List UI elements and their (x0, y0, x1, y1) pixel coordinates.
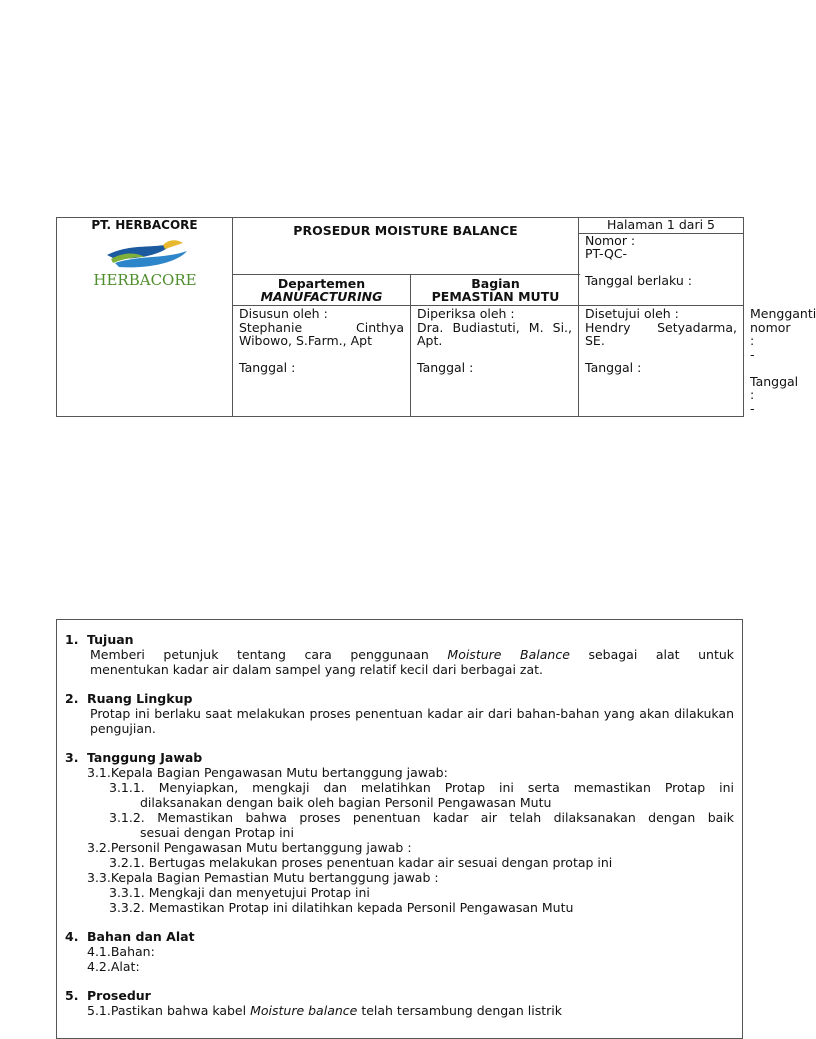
disusun-label: Disusun oleh : (239, 306, 328, 321)
logo-text: HERBACORE (92, 270, 197, 289)
procedure-content (56, 619, 743, 1039)
department-label: Departemen (277, 276, 366, 291)
page-number: Halaman 1 dari 5 (579, 218, 743, 234)
department-row (233, 274, 579, 305)
item-3-2-1: 3.2.1. Bertugas melakukan proses penentuan kadar air sesuai dengan protap ini (109, 855, 613, 870)
disusun-name-line1: Stephanie Cinthya (239, 319, 404, 335)
tanggal-berlaku-label: Tanggal berlaku : (585, 273, 692, 288)
section-2-text: Protap ini berlaku saat melakukan proses penentuan kadar air dari bahan-bahan yang akan dilakukan pengujian. (90, 706, 734, 736)
item-3-1-1: 3.1.1. Menyiapkan, mengkaji dan melatihkan Protap ini serta memastikan Protap ini dilaksanakan dengan baik oleh bagian Personil Pengawasan Mutu (109, 780, 734, 810)
item-5-1: 5.1.Pastikan bahwa kabel Moisture balance telah tersambung dengan listrik (87, 1003, 562, 1018)
item-4-1: 4.1.Bahan: (87, 944, 155, 959)
section-2-title: 2. Ruang Lingkup (65, 691, 193, 706)
company-cell (57, 218, 233, 417)
section-1-line1: Memberi petunjuk tentang cara penggunaan Moisture Balance sebagai alat untuk (90, 647, 735, 662)
disusun-cell (233, 306, 411, 417)
section-4-title: 4. Bahan dan Alat (65, 929, 195, 944)
diperiksa-name-line2: Apt. (417, 333, 443, 348)
disetujui-tanggal: Tanggal : (585, 360, 642, 375)
page-cell (579, 218, 744, 306)
bagian-value: PEMASTIAN MUTU (431, 289, 560, 304)
disetujui-cell (579, 306, 744, 417)
item-3-2: 3.2.Personil Pengawasan Mutu bertanggung jawab : (87, 840, 412, 855)
diperiksa-name-line1: Dra. Budiastuti, M. Si., (417, 319, 572, 335)
nomor-label: Nomor : (585, 232, 636, 248)
item-3-3-1: 3.3.1. Mengkaji dan menyetujui Protap ini (109, 885, 370, 900)
department-cell (233, 274, 410, 305)
document-title: PROSEDUR MOISTURE BALANCE (233, 218, 579, 306)
section-1-line2: menentukan kadar air dalam sampel yang relatif kecil dari berbagai zat. (90, 662, 544, 677)
disetujui-label: Disetujui oleh : (585, 306, 679, 321)
disusun-name-line2: Wibowo, S.Farm., Apt (239, 333, 372, 348)
section-1-title: 1. Tujuan (65, 632, 134, 647)
department-value: MANUFACTURING (260, 289, 383, 304)
section-5-title: 5. Prosedur (65, 988, 151, 1003)
disetujui-name-line2: SE. (585, 333, 605, 348)
item-4-2: 4.2.Alat: (87, 959, 140, 974)
disetujui-name-line1: Hendry Setyadarma, (585, 319, 737, 335)
item-3-3: 3.3.Kepala Bagian Pemastian Mutu bertanggung jawab : (87, 870, 439, 885)
document-header-table: PT. HERBACORE HERBACORE PROSEDUR MOISTURE BALANCE Halaman 1 dari 5 Nomor : PT-QC- Tanggal berlaku : Disusun oleh : Stephanie Cinthya Wibowo, S.Farm., Apt Tanggal : Diperiksa oleh : Dra. Budiastuti, M. Si., Apt. Tanggal : Disetujui oleh : Hendry Setyadarma, SE. Tanggal : Mengganti nomor : - Tanggal : - (56, 217, 744, 417)
item-3-1: 3.1.Kepala Bagian Pengawasan Mutu bertanggung jawab: (87, 765, 448, 780)
disusun-tanggal: Tanggal : (239, 360, 296, 375)
diperiksa-tanggal: Tanggal : (417, 360, 474, 375)
company-name: PT. HERBACORE (91, 218, 198, 232)
bagian-cell (410, 274, 580, 305)
diperiksa-label: Diperiksa oleh : (417, 306, 515, 321)
section-3-title: 3. Tanggung Jawab (65, 750, 203, 765)
item-3-3-2: 3.3.2. Memastikan Protap ini dilatihkan kepada Personil Pengawasan Mutu (109, 900, 574, 915)
nomor-value: PT-QC- (585, 246, 628, 261)
bagian-label: Bagian (471, 276, 520, 291)
item-3-1-2: 3.1.2. Memastikan bahwa proses penentuan kadar air telah dilaksanakan dengan baik sesuai dengan Protap ini (109, 810, 734, 840)
herbacore-logo (85, 237, 205, 289)
diperiksa-cell (411, 306, 579, 417)
